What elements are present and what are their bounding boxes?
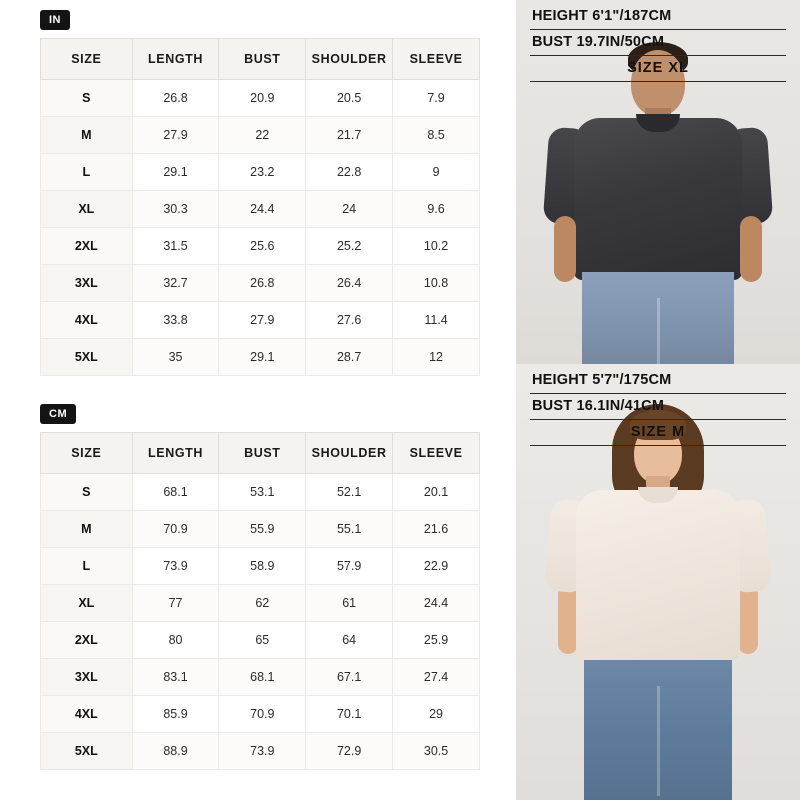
cell-sleeve: 9	[393, 154, 480, 191]
male-arm-left	[554, 216, 576, 282]
column-header-sleeve: SLEEVE	[393, 39, 480, 80]
cell-size: 4XL	[41, 696, 133, 733]
female-spec-block	[516, 364, 800, 446]
table-row	[41, 474, 480, 511]
unit-badge-in: IN	[40, 10, 70, 30]
cell-bust: 27.9	[219, 302, 306, 339]
male-jeans	[582, 272, 734, 364]
table-row	[41, 659, 480, 696]
cell-sleeve: 21.6	[393, 511, 480, 548]
cell-bust: 55.9	[219, 511, 306, 548]
cell-sleeve: 7.9	[393, 80, 480, 117]
cell-bust: 53.1	[219, 474, 306, 511]
cell-size: S	[41, 80, 133, 117]
size-table-inches	[40, 38, 480, 376]
cell-sleeve: 30.5	[393, 733, 480, 770]
cell-bust: 24.4	[219, 191, 306, 228]
male-spec-block	[516, 0, 800, 82]
cell-length: 32.7	[132, 265, 219, 302]
column-header-sleeve: SLEEVE	[393, 433, 480, 474]
size-table-block-cm	[40, 404, 480, 770]
cell-sleeve: 9.6	[393, 191, 480, 228]
cell-size: XL	[41, 585, 133, 622]
cell-shoulder: 26.4	[306, 265, 393, 302]
cell-bust: 25.6	[219, 228, 306, 265]
cell-length: 29.1	[132, 154, 219, 191]
cell-size: 4XL	[41, 302, 133, 339]
table-row	[41, 191, 480, 228]
cell-length: 85.9	[132, 696, 219, 733]
cell-length: 77	[132, 585, 219, 622]
table-row	[41, 339, 480, 376]
cell-length: 26.8	[132, 80, 219, 117]
column-header-bust: BUST	[219, 39, 306, 80]
female-arm-left	[558, 584, 578, 654]
column-header-length: LENGTH	[132, 433, 219, 474]
cell-length: 80	[132, 622, 219, 659]
table-row	[41, 228, 480, 265]
model-photos-column	[516, 0, 800, 800]
column-header-bust: BUST	[219, 433, 306, 474]
cell-sleeve: 25.9	[393, 622, 480, 659]
cell-length: 33.8	[132, 302, 219, 339]
cell-length: 68.1	[132, 474, 219, 511]
cell-shoulder: 70.1	[306, 696, 393, 733]
table-header-row	[41, 433, 480, 474]
table-header-row	[41, 39, 480, 80]
cell-length: 31.5	[132, 228, 219, 265]
female-tshirt	[576, 490, 740, 660]
cell-sleeve: 11.4	[393, 302, 480, 339]
table-row	[41, 117, 480, 154]
cell-size: S	[41, 474, 133, 511]
cell-length: 83.1	[132, 659, 219, 696]
unit-badge-cm: CM	[40, 404, 76, 424]
male-bust-label: BUST 19.7IN/50CM	[530, 30, 786, 56]
cell-size: M	[41, 117, 133, 154]
model-photo-female	[516, 364, 800, 800]
table-row	[41, 696, 480, 733]
cell-size: XL	[41, 191, 133, 228]
cell-shoulder: 52.1	[306, 474, 393, 511]
male-tshirt	[574, 118, 742, 280]
cell-bust: 22	[219, 117, 306, 154]
male-height-label: HEIGHT 6'1"/187CM	[530, 4, 786, 30]
column-header-shoulder: SHOULDER	[306, 39, 393, 80]
cell-sleeve: 8.5	[393, 117, 480, 154]
cell-size: 3XL	[41, 659, 133, 696]
male-size-label: SIZE XL	[530, 56, 786, 82]
cell-shoulder: 22.8	[306, 154, 393, 191]
cell-sleeve: 20.1	[393, 474, 480, 511]
cell-size: L	[41, 154, 133, 191]
cell-shoulder: 25.2	[306, 228, 393, 265]
size-table-block-inches	[40, 10, 480, 376]
column-header-length: LENGTH	[132, 39, 219, 80]
table-row	[41, 622, 480, 659]
cell-length: 73.9	[132, 548, 219, 585]
cell-size: L	[41, 548, 133, 585]
table-row	[41, 80, 480, 117]
cell-shoulder: 28.7	[306, 339, 393, 376]
cell-sleeve: 29	[393, 696, 480, 733]
table-row	[41, 302, 480, 339]
female-jeans	[584, 652, 732, 800]
cell-size: 3XL	[41, 265, 133, 302]
cell-bust: 23.2	[219, 154, 306, 191]
cell-sleeve: 12	[393, 339, 480, 376]
cell-size: M	[41, 511, 133, 548]
cell-shoulder: 67.1	[306, 659, 393, 696]
column-header-size: SIZE	[41, 433, 133, 474]
male-arm-right	[740, 216, 762, 282]
cell-sleeve: 22.9	[393, 548, 480, 585]
cell-shoulder: 21.7	[306, 117, 393, 154]
cell-length: 70.9	[132, 511, 219, 548]
cell-shoulder: 61	[306, 585, 393, 622]
table-row	[41, 585, 480, 622]
female-height-label: HEIGHT 5'7"/175CM	[530, 368, 786, 394]
table-row	[41, 733, 480, 770]
cell-sleeve: 27.4	[393, 659, 480, 696]
cell-bust: 62	[219, 585, 306, 622]
cell-size: 5XL	[41, 733, 133, 770]
female-arm-right	[738, 584, 758, 654]
cell-bust: 58.9	[219, 548, 306, 585]
table-row	[41, 511, 480, 548]
cell-bust: 26.8	[219, 265, 306, 302]
cell-shoulder: 27.6	[306, 302, 393, 339]
cell-sleeve: 10.2	[393, 228, 480, 265]
cell-shoulder: 24	[306, 191, 393, 228]
cell-sleeve: 10.8	[393, 265, 480, 302]
cell-length: 30.3	[132, 191, 219, 228]
cell-length: 27.9	[132, 117, 219, 154]
table-row	[41, 548, 480, 585]
cell-shoulder: 55.1	[306, 511, 393, 548]
size-table-cm	[40, 432, 480, 770]
cell-bust: 29.1	[219, 339, 306, 376]
female-size-label: SIZE M	[530, 420, 786, 446]
cell-size: 5XL	[41, 339, 133, 376]
column-header-shoulder: SHOULDER	[306, 433, 393, 474]
model-photo-male	[516, 0, 800, 364]
cell-shoulder: 64	[306, 622, 393, 659]
cell-shoulder: 72.9	[306, 733, 393, 770]
cell-shoulder: 20.5	[306, 80, 393, 117]
cell-size: 2XL	[41, 622, 133, 659]
cell-sleeve: 24.4	[393, 585, 480, 622]
table-row	[41, 154, 480, 191]
column-header-size: SIZE	[41, 39, 133, 80]
cell-bust: 70.9	[219, 696, 306, 733]
cell-bust: 20.9	[219, 80, 306, 117]
cell-bust: 73.9	[219, 733, 306, 770]
cell-bust: 68.1	[219, 659, 306, 696]
cell-length: 88.9	[132, 733, 219, 770]
cell-size: 2XL	[41, 228, 133, 265]
cell-shoulder: 57.9	[306, 548, 393, 585]
cell-length: 35	[132, 339, 219, 376]
table-row	[41, 265, 480, 302]
cell-bust: 65	[219, 622, 306, 659]
female-bust-label: BUST 16.1IN/41CM	[530, 394, 786, 420]
